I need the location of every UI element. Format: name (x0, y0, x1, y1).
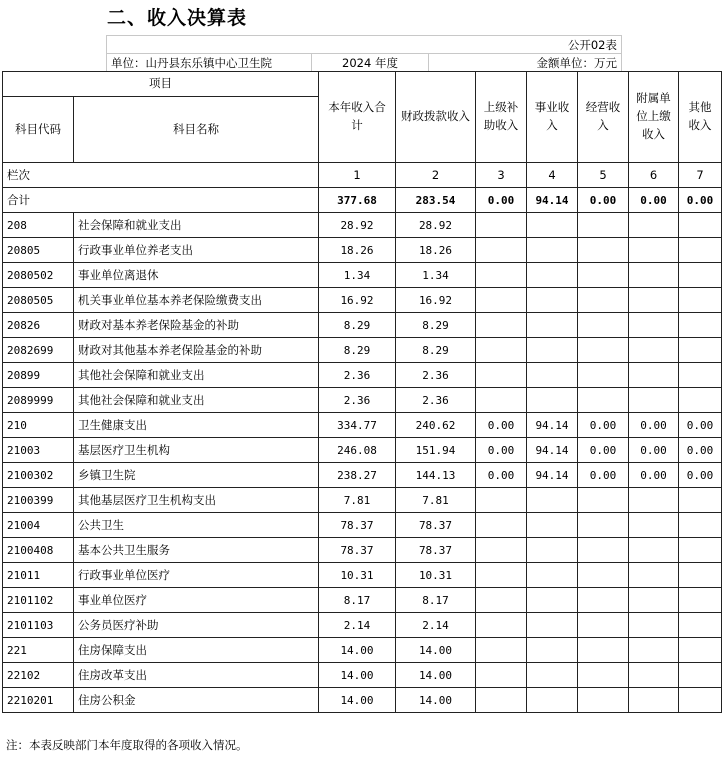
amount-cell (679, 388, 722, 413)
amount-cell (527, 263, 578, 288)
header-col: 事业收入 (527, 72, 578, 163)
total-value: 377.68 (319, 188, 396, 213)
amount-cell (476, 363, 527, 388)
amount-cell (476, 388, 527, 413)
amount-cell (578, 288, 629, 313)
amount-cell: 240.62 (396, 413, 476, 438)
amount-cell: 2.36 (396, 363, 476, 388)
amount-cell: 0.00 (578, 438, 629, 463)
amount-cell (578, 688, 629, 713)
amount-cell (679, 638, 722, 663)
subject-name: 住房公积金 (74, 688, 319, 713)
subject-name: 社会保障和就业支出 (74, 213, 319, 238)
amount-cell (476, 638, 527, 663)
amount-cell: 8.29 (396, 338, 476, 363)
table-row (3, 638, 722, 663)
subject-name: 财政对其他基本养老保险基金的补助 (74, 338, 319, 363)
amount-cell: 78.37 (396, 513, 476, 538)
amount-cell (578, 638, 629, 663)
subject-name: 其他基层医疗卫生机构支出 (74, 488, 319, 513)
subject-code: 221 (3, 638, 74, 663)
amount-cell (527, 363, 578, 388)
amount-cell: 334.77 (319, 413, 396, 438)
amount-cell (476, 213, 527, 238)
amount-cell (629, 213, 679, 238)
table-row (3, 363, 722, 388)
amount-cell: 14.00 (396, 663, 476, 688)
amount-cell (629, 388, 679, 413)
amount-cell: 0.00 (578, 463, 629, 488)
amount-cell (527, 538, 578, 563)
amount-cell: 28.92 (396, 213, 476, 238)
table-row (3, 213, 722, 238)
amount-cell (629, 588, 679, 613)
amount-cell: 2.36 (396, 388, 476, 413)
amount-cell (679, 288, 722, 313)
amount-cell (629, 538, 679, 563)
amount-cell: 14.00 (319, 688, 396, 713)
subject-code: 20826 (3, 313, 74, 338)
amount-cell (629, 688, 679, 713)
subject-code: 2100399 (3, 488, 74, 513)
subject-name: 事业单位离退休 (74, 263, 319, 288)
amount-cell (629, 363, 679, 388)
amount-cell (679, 663, 722, 688)
subject-name: 住房保障支出 (74, 638, 319, 663)
amount-cell: 94.14 (527, 413, 578, 438)
table-row (3, 688, 722, 713)
amount-cell (578, 588, 629, 613)
fiscal-year: 2024 年度 (312, 54, 429, 72)
subject-code: 2080502 (3, 263, 74, 288)
subject-name: 机关事业单位基本养老保险缴费支出 (74, 288, 319, 313)
amount-cell: 238.27 (319, 463, 396, 488)
header-col: 上级补助收入 (476, 72, 527, 163)
amount-cell (527, 588, 578, 613)
total-value: 0.00 (679, 188, 722, 213)
subject-name: 住房改革支出 (74, 663, 319, 688)
amount-cell (527, 213, 578, 238)
amount-cell: 0.00 (629, 413, 679, 438)
table-row (3, 538, 722, 563)
amount-cell (527, 488, 578, 513)
subject-name: 行政事业单位养老支出 (74, 238, 319, 263)
subject-code: 20899 (3, 363, 74, 388)
table-row (3, 338, 722, 363)
amount-cell: 2.14 (319, 613, 396, 638)
amount-cell: 2.36 (319, 388, 396, 413)
amount-cell (679, 213, 722, 238)
amount-cell: 28.92 (319, 213, 396, 238)
subject-name: 其他社会保障和就业支出 (74, 363, 319, 388)
header-name: 科目名称 (74, 97, 319, 163)
amount-cell (629, 613, 679, 638)
amount-cell (476, 238, 527, 263)
table-row (3, 438, 722, 463)
subject-code: 2100302 (3, 463, 74, 488)
total-label: 合计 (3, 188, 319, 213)
table-row (3, 488, 722, 513)
amount-cell (629, 663, 679, 688)
footnote: 注：本表反映部门本年度取得的各项收入情况。 (6, 738, 248, 752)
amount-cell (527, 238, 578, 263)
table-row (3, 588, 722, 613)
amount-cell (476, 513, 527, 538)
table-row (3, 413, 722, 438)
amount-cell: 8.29 (396, 313, 476, 338)
table-row (3, 663, 722, 688)
amount-cell (629, 313, 679, 338)
row-no-label: 栏次 (3, 163, 319, 188)
amount-cell: 10.31 (396, 563, 476, 588)
amount-cell (629, 638, 679, 663)
row-no: 5 (578, 163, 629, 188)
amount-cell (476, 613, 527, 638)
header-col: 本年收入合计 (319, 72, 396, 163)
row-no: 6 (629, 163, 679, 188)
table-row (3, 388, 722, 413)
page-title: 二、收入决算表 (107, 7, 248, 29)
header-code: 科目代码 (3, 97, 74, 163)
amount-cell: 0.00 (679, 413, 722, 438)
amount-cell (527, 338, 578, 363)
subject-code: 2080505 (3, 288, 74, 313)
amount-cell (578, 513, 629, 538)
amount-cell (527, 288, 578, 313)
amount-cell (578, 388, 629, 413)
subject-code: 2101103 (3, 613, 74, 638)
amount-cell (527, 663, 578, 688)
subject-name: 其他社会保障和就业支出 (74, 388, 319, 413)
amount-cell (578, 663, 629, 688)
amount-cell: 16.92 (319, 288, 396, 313)
amount-cell (578, 538, 629, 563)
amount-cell (476, 588, 527, 613)
subject-code: 2082699 (3, 338, 74, 363)
income-table (2, 71, 722, 713)
subject-code: 20805 (3, 238, 74, 263)
amount-cell: 0.00 (476, 438, 527, 463)
row-no: 1 (319, 163, 396, 188)
subject-code: 21004 (3, 513, 74, 538)
amount-cell (578, 263, 629, 288)
amount-cell (476, 313, 527, 338)
amount-cell: 246.08 (319, 438, 396, 463)
amount-cell (476, 338, 527, 363)
amount-cell: 10.31 (319, 563, 396, 588)
amount-cell (679, 563, 722, 588)
amount-cell (578, 488, 629, 513)
amount-cell (679, 613, 722, 638)
amount-cell: 1.34 (319, 263, 396, 288)
amount-cell: 78.37 (396, 538, 476, 563)
subject-code: 2100408 (3, 538, 74, 563)
amount-cell: 94.14 (527, 463, 578, 488)
amount-cell (527, 388, 578, 413)
subject-code: 210 (3, 413, 74, 438)
subject-name: 卫生健康支出 (74, 413, 319, 438)
amount-cell (578, 313, 629, 338)
amount-cell: 8.17 (319, 588, 396, 613)
amount-cell (476, 488, 527, 513)
amount-cell: 0.00 (578, 413, 629, 438)
amount-cell: 144.13 (396, 463, 476, 488)
amount-cell: 14.00 (319, 663, 396, 688)
amount-cell (679, 538, 722, 563)
amount-cell (527, 638, 578, 663)
amount-cell: 8.17 (396, 588, 476, 613)
amount-cell (527, 613, 578, 638)
amount-cell (578, 613, 629, 638)
header-col: 其他收入 (679, 72, 722, 163)
amount-cell: 16.92 (396, 288, 476, 313)
amount-cell (578, 213, 629, 238)
amount-cell: 14.00 (396, 688, 476, 713)
amount-cell (629, 488, 679, 513)
amount-cell: 151.94 (396, 438, 476, 463)
subject-name: 财政对基本养老保险基金的补助 (74, 313, 319, 338)
amount-cell (527, 513, 578, 538)
subject-code: 21003 (3, 438, 74, 463)
subject-name: 乡镇卫生院 (74, 463, 319, 488)
amount-cell (629, 238, 679, 263)
subject-name: 公共卫生 (74, 513, 319, 538)
total-value: 283.54 (396, 188, 476, 213)
amount-cell (578, 238, 629, 263)
amount-cell (476, 688, 527, 713)
amount-cell: 78.37 (319, 513, 396, 538)
subject-name: 基本公共卫生服务 (74, 538, 319, 563)
amount-cell (527, 563, 578, 588)
row-no: 7 (679, 163, 722, 188)
subject-name: 事业单位医疗 (74, 588, 319, 613)
amount-cell (578, 338, 629, 363)
table-row (3, 463, 722, 488)
subject-name: 公务员医疗补助 (74, 613, 319, 638)
table-row (3, 513, 722, 538)
subject-code: 2089999 (3, 388, 74, 413)
amount-cell: 0.00 (629, 438, 679, 463)
amount-cell: 18.26 (396, 238, 476, 263)
table-info (106, 35, 622, 71)
table-row (3, 238, 722, 263)
amount-cell: 78.37 (319, 538, 396, 563)
table-row (3, 288, 722, 313)
total-row (3, 188, 722, 213)
amount-cell: 14.00 (396, 638, 476, 663)
total-value: 0.00 (578, 188, 629, 213)
subject-name: 基层医疗卫生机构 (74, 438, 319, 463)
amount-cell (578, 363, 629, 388)
amount-cell: 0.00 (679, 438, 722, 463)
table-row (3, 563, 722, 588)
subject-code: 2101102 (3, 588, 74, 613)
table-row (3, 313, 722, 338)
amount-cell (679, 313, 722, 338)
table-row (3, 263, 722, 288)
amount-cell: 0.00 (476, 463, 527, 488)
amount-cell: 2.14 (396, 613, 476, 638)
amount-cell (679, 488, 722, 513)
subject-code: 21011 (3, 563, 74, 588)
header-col: 财政拨款收入 (396, 72, 476, 163)
row-no: 3 (476, 163, 527, 188)
amount-cell (527, 688, 578, 713)
amount-cell (476, 563, 527, 588)
amount-cell: 0.00 (476, 413, 527, 438)
amount-cell (629, 513, 679, 538)
amount-cell: 1.34 (396, 263, 476, 288)
subject-name: 行政事业单位医疗 (74, 563, 319, 588)
subject-code: 2210201 (3, 688, 74, 713)
amount-cell: 7.81 (319, 488, 396, 513)
amount-cell (476, 538, 527, 563)
unit-label: 单位：山丹县东乐镇中心卫生院 (107, 54, 312, 72)
amount-cell (476, 263, 527, 288)
amount-cell: 18.26 (319, 238, 396, 263)
amount-cell (476, 663, 527, 688)
total-value: 94.14 (527, 188, 578, 213)
subject-code: 22102 (3, 663, 74, 688)
amount-cell: 7.81 (396, 488, 476, 513)
amount-cell (629, 263, 679, 288)
amount-cell: 14.00 (319, 638, 396, 663)
amount-cell (679, 688, 722, 713)
amount-cell (679, 363, 722, 388)
amount-cell: 0.00 (629, 463, 679, 488)
header-col: 经营收入 (578, 72, 629, 163)
table-row (3, 613, 722, 638)
amount-cell (629, 563, 679, 588)
amount-cell (679, 238, 722, 263)
amount-cell (629, 288, 679, 313)
amount-cell: 2.36 (319, 363, 396, 388)
subject-code: 208 (3, 213, 74, 238)
amount-cell (629, 338, 679, 363)
amount-cell: 94.14 (527, 438, 578, 463)
amount-cell (578, 563, 629, 588)
amount-cell: 0.00 (679, 463, 722, 488)
amount-cell: 8.29 (319, 313, 396, 338)
currency-unit: 金额单位：万元 (429, 54, 622, 72)
total-value: 0.00 (476, 188, 527, 213)
amount-cell (679, 513, 722, 538)
amount-cell (679, 263, 722, 288)
amount-cell (527, 313, 578, 338)
amount-cell: 8.29 (319, 338, 396, 363)
amount-cell (679, 588, 722, 613)
row-no: 2 (396, 163, 476, 188)
header-col: 附属单位上缴收入 (629, 72, 679, 163)
row-no: 4 (527, 163, 578, 188)
amount-cell (679, 338, 722, 363)
total-value: 0.00 (629, 188, 679, 213)
amount-cell (476, 288, 527, 313)
form-code: 公开02表 (107, 36, 622, 54)
header-item: 项目 (3, 72, 319, 97)
